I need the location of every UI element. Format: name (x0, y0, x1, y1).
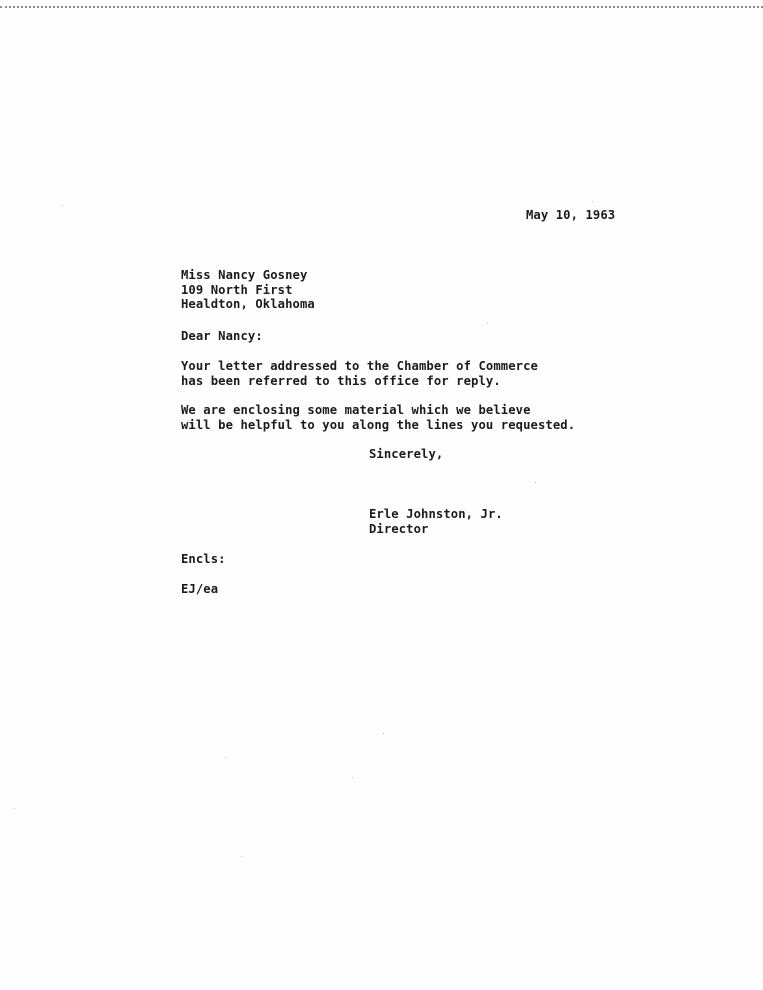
scan-speck (14, 808, 15, 809)
body-paragraph-1 (181, 359, 538, 388)
scan-speck (535, 482, 536, 483)
paragraph-line: We are enclosing some material which we believe (181, 403, 531, 417)
paragraph-line: Your letter addressed to the Chamber of Commerce (181, 359, 538, 373)
paragraph-line: will be helpful to you along the lines you requested. (181, 417, 576, 432)
letter-date: May 10, 1963 (526, 208, 616, 222)
recipient-address (181, 268, 315, 312)
signer-name: Erle Johnston, Jr. (369, 507, 503, 521)
scan-speck (241, 856, 242, 857)
signer-title: Director (369, 521, 429, 536)
scan-speck (62, 205, 63, 206)
scan-speck (352, 777, 353, 778)
closing: Sincerely, (369, 447, 444, 461)
enclosures-note: Encls: (181, 552, 226, 566)
recipient-street: 109 North First (181, 282, 293, 297)
scan-top-edge (0, 0, 763, 8)
scan-speck (592, 201, 593, 202)
recipient-name: Miss Nancy Gosney (181, 268, 308, 282)
scan-speck (487, 323, 488, 324)
scan-speck (225, 757, 226, 758)
initials: EJ/ea (181, 582, 219, 596)
recipient-city: Healdton, Oklahoma (181, 297, 315, 312)
salutation: Dear Nancy: (181, 329, 263, 343)
body-paragraph-2 (181, 403, 575, 432)
paragraph-line: has been referred to this office for reply. (181, 373, 501, 388)
signature-block (369, 507, 503, 536)
scan-speck (383, 733, 384, 734)
